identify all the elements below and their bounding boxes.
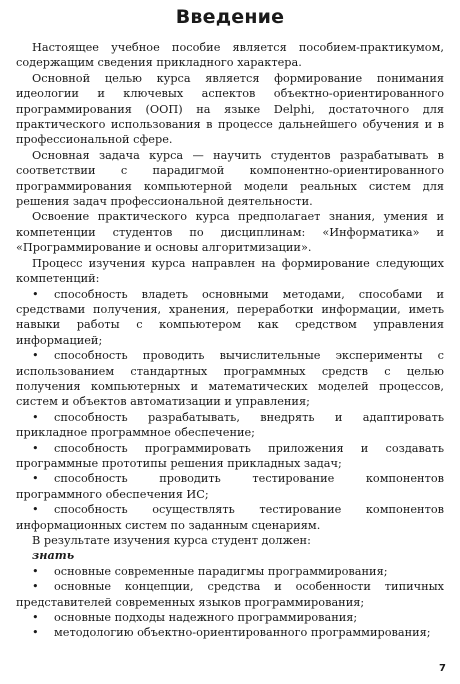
know-text: основные концепции, средства и особенности типичных представителей современных языков программирования; (16, 580, 444, 609)
bullet-icon: • (32, 287, 39, 301)
know-item (16, 579, 444, 610)
competency-item (16, 410, 444, 441)
bullet-icon: • (32, 472, 39, 486)
know-item (16, 625, 444, 640)
body-text (16, 40, 444, 641)
paragraph: Настоящее учебное пособие является пособием-практикумом, содержащим сведения прикладного характера. (16, 41, 444, 70)
know-text: методологию объектно-ориентированного программирования; (54, 626, 431, 640)
competency-text: способность владеть основными методами, способами и средствами получения, хранения, переработки информации, иметь навыки работы с компьютером как средством управления информацией; (16, 287, 444, 347)
paragraph: Процесс изучения курса направлен на формирование следующих компетенций: (16, 256, 444, 286)
competency-text: способность проводить вычислительные эксперименты с использованием стандартных программных средств с целью получения компьютерных и математических моделей процессов, систем и объектов автоматизации и управления; (16, 349, 444, 409)
competency-item (16, 471, 444, 502)
paragraph: Основной целью курса является формирование понимания идеологии и ключевых аспектов объектно-ориентированного программирования (ООП) на языке Delphi, достаточного для практического использования в процессе дальнейшего обучения и в профессиональной сфере. (16, 71, 444, 147)
competency-text: способность осуществлять тестирование компонентов информационных систем по заданным сценариям. (16, 503, 444, 532)
know-label: знать (32, 548, 75, 563)
bullet-icon: • (32, 503, 39, 517)
know-item (16, 564, 444, 579)
competency-item (16, 441, 444, 472)
paragraph: Освоение практического курса предполагает знания, умения и компетенции студентов по дисциплинам: «Информатика» и «Программирование и основы алгоритмизации». (16, 210, 444, 255)
bullet-icon: • (32, 410, 39, 424)
page-title: Введение (175, 6, 285, 28)
competency-text: способность программировать приложения и создавать программные прототипы решения прикладных задач; (16, 441, 444, 470)
bullet-icon: • (32, 626, 39, 640)
know-text: основные подходы надежного программирования; (54, 611, 358, 625)
competency-item (16, 348, 444, 410)
page-number: 7 (439, 663, 446, 674)
know-item (16, 610, 444, 625)
competency-item (16, 502, 444, 533)
competency-item (16, 287, 444, 349)
bullet-icon: • (32, 564, 39, 578)
competency-text: способность проводить тестирование компонентов программного обеспечения ИС; (16, 472, 444, 501)
know-text: основные современные парадигмы программирования; (54, 564, 388, 578)
bullet-icon: • (32, 441, 39, 455)
paragraph: Основная задача курса — научить студентов разрабатывать в соответствии с парадигмой компонентно-ориентированного программирования компьютерной модели реальных систем для решения задач профессиональной деятельности. (16, 148, 444, 209)
bullet-icon: • (32, 611, 39, 625)
competency-text: способность разрабатывать, внедрять и адаптировать прикладное программное обеспечение; (16, 410, 444, 440)
bullet-icon: • (32, 580, 39, 594)
bullet-icon: • (32, 349, 39, 363)
result-intro: В результате изучения курса студент должен: (32, 534, 311, 547)
